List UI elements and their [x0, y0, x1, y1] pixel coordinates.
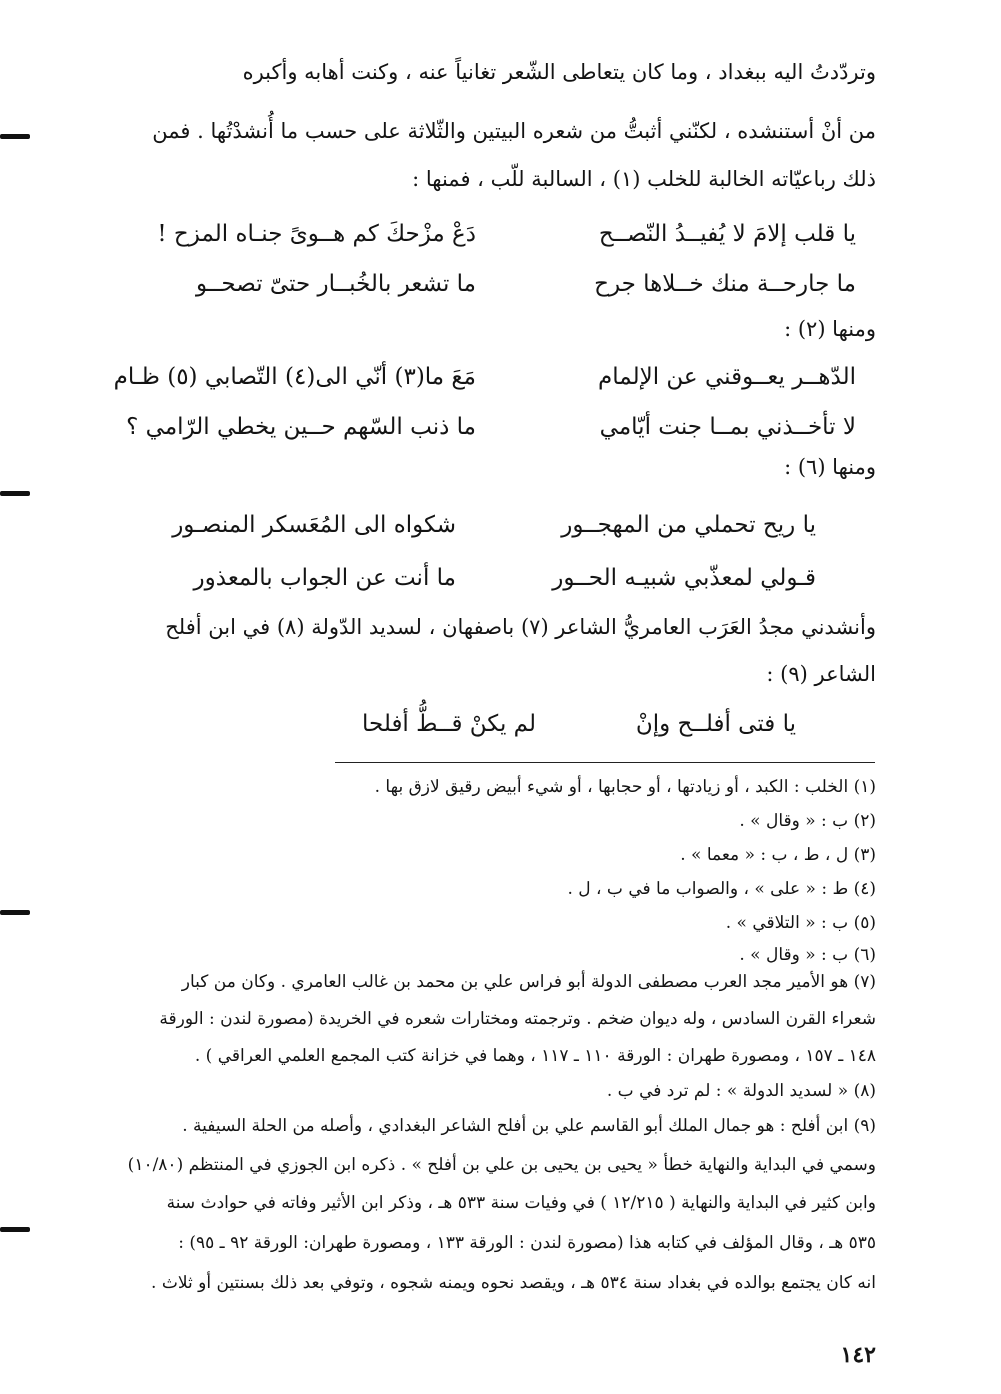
verse-second-hemistich: دَعْ مزْحكَ كم هــوىً جنـاه المزح ! — [157, 221, 476, 247]
verse-line — [126, 405, 856, 449]
verse-line — [136, 556, 856, 600]
body-line: ذلك رباعيّاته الخالبة للخلب (١) ، السالبة للّب ، فمنها : — [412, 167, 876, 191]
body-line: وتردّدتُ اليه ببغداد ، وما كان يتعاطى الشّعر تغانياً عنه ، وكنت أهابه وأكبره — [242, 60, 876, 84]
margin-mark — [0, 910, 30, 915]
verse-line — [113, 355, 856, 399]
verse-first-hemistich: يا ريح تحملي من المهجــور — [561, 512, 816, 538]
verse-second-hemistich: لم يكنْ قــطُّ أفلحا — [361, 711, 536, 737]
verse-first-hemistich: يا فتى أفلــح وإنْ — [635, 711, 796, 737]
verse-first-hemistich: ما جارحــة منك خــلاها جرح — [594, 271, 856, 297]
footnote: ٥٣٥ هـ ، وقال المؤلف في كتابه هذا (مصورة لندن : الورقة ١٣٣ ، ومصورة طهران: الورقة ٩٢ ـ ٩٥) : — [178, 1233, 876, 1253]
footnote: ١٤٨ ـ ١٥٧ ، ومصورة طهران : الورقة ١١٠ ـ ١١٧ ، وهما في خزانة كتب المجمع العلمي العراقي ) . — [194, 1046, 876, 1066]
footnote: (٤) ط : « على » ، والصواب ما في ب ، ل . — [567, 879, 876, 899]
body-line: الشاعر (٩) : — [766, 662, 876, 686]
verse-second-hemistich: ما تشعر بالخُبــار حتىّ تصحــو — [196, 271, 476, 297]
footnote: وابن كثير في البداية والنهاية ( ١٢/٢١٥ ) في وفيات سنة ٥٣٣ هـ ، وذكر ابن الأثير وفاته في حوادث سنة — [166, 1193, 876, 1213]
footnote: (٧) هو الأمير مجد العرب مصطفى الدولة أبو فراس علي بن محمد بن غالب العامري . وكان من كبار — [181, 972, 876, 992]
verse-first-hemistich: لا تأخــذني بمــا جنت أيّامي — [599, 414, 856, 440]
verse-intro: ومنها (٢) : — [784, 317, 876, 341]
footnote: (٣) ل ، ط ، ب : « معما » . — [680, 845, 876, 865]
verse-second-hemistich: ما أنت عن الجواب بالمعذور — [193, 565, 456, 591]
footnote: (٩) ابن أفلح : هو جمال الملك أبو القاسم علي بن أفلح الشاعر البغدادي ، وأصله من الحلة السيفية . — [182, 1116, 876, 1136]
footnote: (٦) ب : « وقال » . — [739, 945, 876, 965]
footnote-separator — [335, 762, 875, 763]
footnote: شعراء القرن السادس ، وله ديوان ضخم . وترجمته ومختارات شعره في الخريدة (مصورة لندن : الورقة — [159, 1009, 876, 1029]
footnote: (٥) ب : « التلاقي » . — [725, 913, 876, 933]
verse-second-hemistich: ما ذنب السّهم حــين يخطي الرّامي ؟ — [126, 414, 476, 440]
verse-intro: ومنها (٦) : — [784, 455, 876, 479]
verse-line — [136, 262, 856, 306]
footnote: (٢) ب : « وقال » . — [739, 811, 876, 831]
page-number: ١٤٢ — [840, 1342, 876, 1368]
margin-mark — [0, 134, 30, 139]
footnote: انه كان يجتمع بوالده في بغداد سنة ٥٣٤ هـ ، ويقصد نحوه ويمنه شجوه ، وتوفي بعد ذلك بسنتين أو ثلاث . — [151, 1273, 876, 1293]
verse-first-hemistich: الدّهــر يعــوقني عن الإلمام — [598, 364, 856, 390]
footnote: (٨) « لسديد الدولة » : لم ترد في ب . — [606, 1081, 876, 1101]
body-line: وأنشدني مجدُ العَرَب العامريُّ الشاعر (٧) باصفهان ، لسديد الدّولة (٨) في ابن أفلح — [165, 615, 876, 639]
verse-first-hemistich: يا قلب إلامَ لا يُفيــدُ النّصــح — [598, 221, 856, 247]
footnote: وسمي في البداية والنهاية خطأ « يحيى بن يحيى بن علي بن أفلح » . ذكره ابن الجوزي في المنتظم (١٠/٨٠) — [127, 1155, 876, 1175]
verse-second-hemistich: مَعَ ما(٣) أنّي الى(٤) التّصابي (٥) ظـام — [113, 364, 476, 390]
body-line: من أنْ أستنشده ، لكنّني أثبتُّ من شعره البيتين والثّلاثة على حسب ما أُنشدْتُها . فمن — [152, 119, 876, 143]
margin-mark — [0, 1227, 30, 1232]
verse-line — [136, 702, 856, 746]
verse-line — [136, 212, 856, 256]
margin-mark — [0, 491, 30, 496]
verse-line — [136, 503, 856, 547]
verse-first-hemistich: قـولي لمعذّبي شبيـه الحــور — [552, 565, 816, 591]
verse-second-hemistich: شكواه الى المُعَسكر المنصـور — [172, 512, 456, 538]
footnote: (١) الخلب : الكبد ، أو زيادتها ، أو حجابها ، أو شيء أبيض رقيق لازق بها . — [374, 777, 876, 797]
